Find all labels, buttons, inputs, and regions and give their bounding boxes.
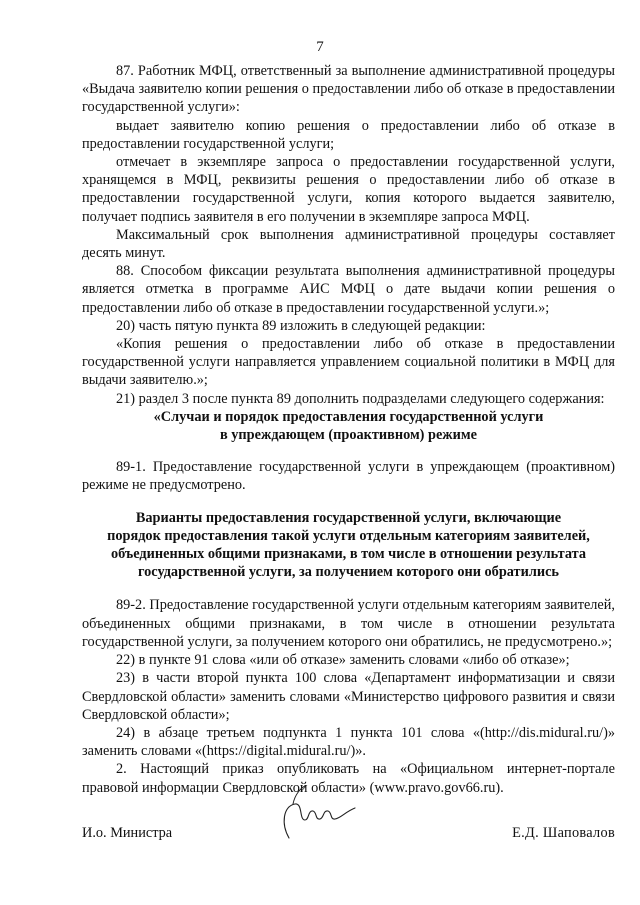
paragraph-88: 88. Способом фиксации результата выполнения административной процедуры является отметка в программе АИС МФЦ о дате выдачи копии решения о предоставлении либо об отказе в предоставлении государственной услуги.»; [82,263,615,316]
paragraph-mark-request: отмечает в экземпляре запроса о предоставлении государственной услуги, хранящемся в МФЦ, реквизиты решения о предоставлении либо об отказе в предоставлении государственной услуги, копия которого выдается заявителю, получает подпись заявителя в его получении в экземпляре запроса МФЦ. [82,154,615,225]
section-heading-variants [82,509,615,582]
paragraph-89-2: 89-2. Предоставление государственной услуги отдельным категориям заявителей, объединенных общими признаками, в том числе в отношении результата государственной услуги, за получением которого они обратились, не предусмотрено.»; [82,597,615,650]
section-heading-line: в упреждающем (проактивном) режиме [219,427,478,444]
document-body [82,62,615,797]
paragraph-item-22: 22) в пункте 91 слова «или об отказе» заменить словами «либо об отказе»; [116,652,570,669]
section-heading-line: государственной услуги, за получением которого они обратились [138,564,559,581]
paragraph-89-1: 89-1. Предоставление государственной услуги в упреждающем (проактивном) режиме не предусмотрено. [82,459,615,494]
section-heading-line: Варианты предоставления государственной услуги, включающие [135,509,562,526]
paragraph-issue-copy: выдает заявителю копию решения о предоставлении либо об отказе в предоставлении государственной услуги; [82,117,615,152]
section-heading-line: порядок предоставления такой услуги отдельным категориям заявителей, [107,527,590,544]
section-heading-proactive [82,408,615,444]
paragraph-item-24: 24) в абзаце третьем подпункта 1 пункта 101 слова «(http://dis.midural.ru/)» заменить словами «(https://digital.midural.ru/)». [82,724,615,760]
signer-title: И.о. Министра [82,825,173,841]
page-number: 7 [316,39,324,55]
paragraph-item-21: 21) раздел 3 после пункта 89 дополнить подразделами следующего содержания: [116,390,605,407]
paragraph-quote-copy: «Копия решения о предоставлении либо об отказе в предоставлении государственной услуги направляется управлением социальной политики в МФЦ для выдачи заявителю.»; [82,336,615,389]
paragraph-item-20: 20) часть пятую пункта 89 изложить в следующей редакции: [116,317,486,334]
signer-name: Е.Д. Шаповалов [512,825,615,841]
section-heading-line: объединенных общими признаками, в том числе в отношении результата [110,546,586,563]
signature-block [82,824,615,844]
section-heading-line: «Случаи и порядок предоставления государственной услуги [153,408,544,425]
paragraph-item-23: 23) в части второй пункта 100 слова «Департамент информатизации и связи Свердловской области» заменить словами «Министерство цифрового развития и связи Свердловской области»; [82,670,615,723]
paragraph-87: 87. Работник МФЦ, ответственный за выполнение административной процедуры «Выдача заявителю копии решения о предоставлении либо об отказе в предоставлении государственной услуги»: [82,63,615,116]
paragraph-max-duration: Максимальный срок выполнения административной процедуры составляет десять минут. [82,226,615,262]
paragraph-publication: 2. Настоящий приказ опубликовать на «Официальном интернет-портале правовой информации Свердловской области» (www.pravo.gov66.ru). [82,761,615,796]
